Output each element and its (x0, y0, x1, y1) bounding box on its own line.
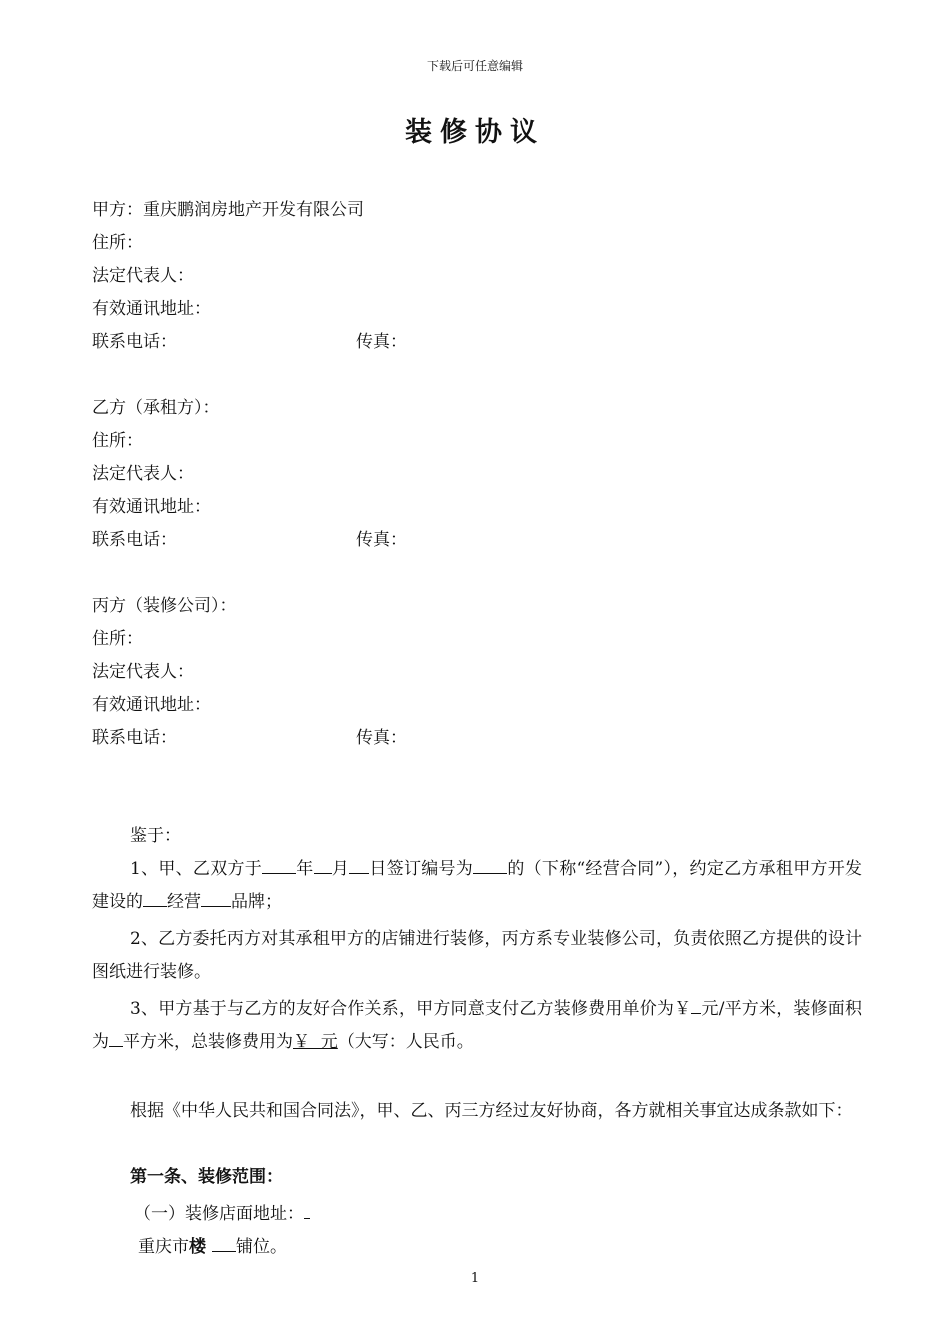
party-c-phone: 联系电话： (92, 728, 177, 748)
party-b-fax: 传真： (356, 530, 407, 550)
blank-contract-number (473, 855, 507, 874)
party-a-name: 甲方：重庆鹏润房地产开发有限公司 (92, 200, 364, 220)
party-b-mail: 有效通讯地址： (92, 497, 211, 517)
clause-3-text: 元/平方米，装修面积为 (92, 999, 862, 1052)
party-b-phone: 联系电话： (92, 530, 177, 550)
item-1 (134, 1200, 310, 1224)
party-a-phone: 联系电话： (92, 332, 177, 352)
location-text: 楼 (189, 1237, 206, 1257)
clause-3-text: 3、甲方基于与乙方的友好合作关系，甲方同意支付乙方装修费用单价为￥ (130, 999, 692, 1019)
page-number: 1 (470, 1271, 480, 1286)
location-line (138, 1233, 287, 1257)
whereas-heading: 鉴于： (130, 826, 181, 846)
item-1-text: （一）装修店面地址： (134, 1204, 304, 1224)
location-text: 铺位。 (236, 1237, 287, 1257)
blank-address (304, 1200, 310, 1219)
clause-1-text: 年 (296, 859, 314, 879)
clause-3-text: 平方米，总装修费用为 (123, 1032, 293, 1052)
blank-area (109, 1028, 123, 1047)
party-c-address: 住所： (92, 629, 143, 649)
party-a-fax: 传真： (356, 332, 407, 352)
page-header: 下载后可任意编辑 (426, 59, 523, 73)
blank-year (262, 855, 296, 874)
clause-3 (92, 993, 862, 1059)
party-c-mail: 有效通讯地址： (92, 695, 211, 715)
blank-brand (201, 888, 231, 907)
clause-1 (92, 853, 862, 919)
clause-1-text: 日签订编号为 (369, 859, 474, 879)
party-c-rep: 法定代表人： (92, 662, 194, 682)
blank-month (314, 855, 332, 874)
party-a-address: 住所： (92, 233, 143, 253)
blank-day (349, 855, 369, 874)
blank-unit (212, 1233, 236, 1252)
article-1-heading: 第一条、装修范围： (130, 1167, 283, 1187)
clause-1-text: 月 (331, 859, 350, 879)
blank-location (143, 888, 167, 907)
blank-unit-price (691, 995, 701, 1014)
total-fee: ￥ 元 (293, 1032, 338, 1052)
document-title: 装修协议 (405, 117, 545, 148)
clause-3-text: （大写：人民币。 (337, 1032, 474, 1052)
clause-1-text: 品牌； (231, 892, 282, 912)
basis-paragraph: 根据《中华人民共和国合同法》，甲、乙、丙三方经过友好协商，各方就相关事宜达成条款如下： (130, 1101, 853, 1121)
party-c-fax: 传真： (356, 728, 407, 748)
party-c-name: 丙方（装修公司）： (92, 596, 237, 616)
clause-1-text: 的（下称“经营合同”），约定乙方承租甲方开发建设的 (92, 859, 863, 912)
clause-1-text: 经营 (167, 892, 201, 912)
clause-2: 2、乙方委托丙方对其承租甲方的店铺进行装修，丙方系专业装修公司，负责依照乙方提供的设计图纸进行装修。 (92, 929, 862, 982)
party-a-mail: 有效通讯地址： (92, 299, 211, 319)
location-text: 重庆市 (138, 1237, 189, 1257)
party-b-rep: 法定代表人： (92, 464, 194, 484)
party-b-name: 乙方（承租方）： (92, 398, 220, 418)
clause-1-text: 1、甲、乙双方于 (130, 859, 263, 879)
party-a-rep: 法定代表人： (92, 266, 194, 286)
party-b-address: 住所： (92, 431, 143, 451)
